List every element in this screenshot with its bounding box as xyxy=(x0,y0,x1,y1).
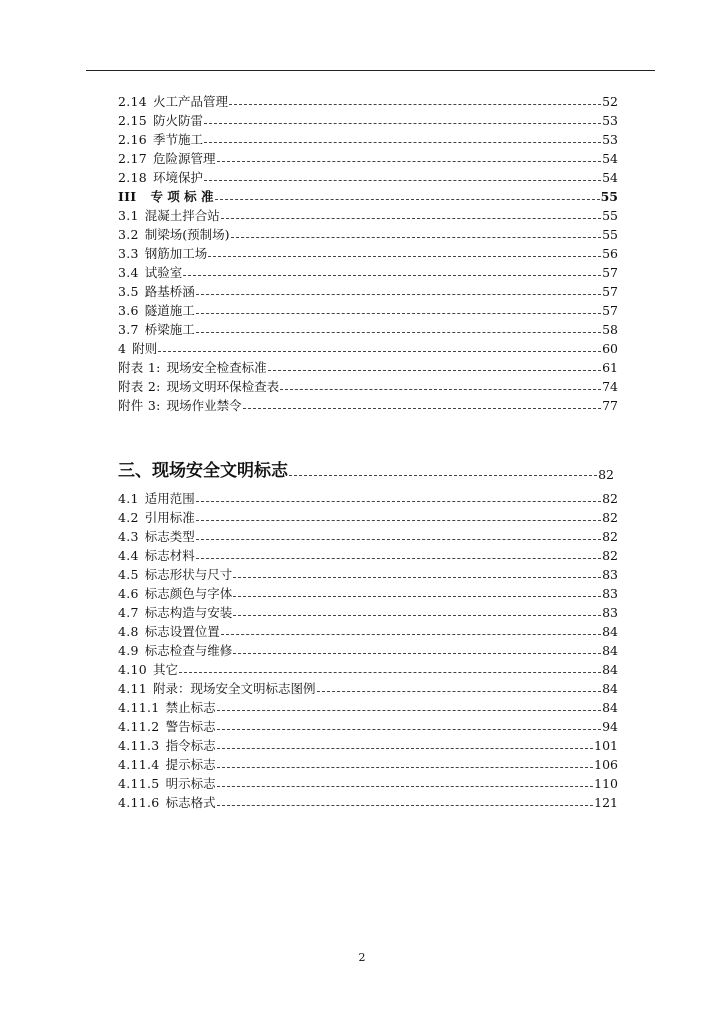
toc-entry[interactable] xyxy=(118,149,618,168)
toc-leader xyxy=(289,475,597,476)
toc-leader xyxy=(183,275,601,276)
toc-entry-title: 附则 xyxy=(132,341,158,356)
toc-entry[interactable] xyxy=(118,282,618,301)
toc-entry-title: 警告标志 xyxy=(165,719,216,734)
toc-entry[interactable] xyxy=(118,527,618,546)
toc-entry-number: 4.11.2 xyxy=(118,719,160,734)
toc-entry-number: 4.11.4 xyxy=(118,757,160,772)
toc-leader xyxy=(204,142,601,143)
toc-entry[interactable] xyxy=(118,508,618,527)
toc-leader xyxy=(196,520,601,521)
toc-entry-page: 57 xyxy=(602,284,618,299)
toc-entry-page: 83 xyxy=(602,586,618,601)
toc-entry[interactable] xyxy=(118,622,618,641)
toc-entry[interactable] xyxy=(118,358,618,377)
toc-leader xyxy=(221,218,601,219)
toc-entry-page: 83 xyxy=(602,605,618,620)
toc-entry-title: 标志材料 xyxy=(144,548,195,563)
toc-entry-number: 4.11.5 xyxy=(118,776,160,791)
toc-entry-number: 附表 1: xyxy=(118,360,161,375)
toc-leader xyxy=(217,161,602,162)
toc-entry[interactable] xyxy=(118,168,618,187)
toc-entry-title: 标志颜色与字体 xyxy=(144,586,233,601)
toc-entry-page: 52 xyxy=(602,94,618,109)
toc-entry-number: III xyxy=(118,189,137,204)
toc-entry-number: 3.4 xyxy=(118,265,139,280)
toc-entry-number: 3.2 xyxy=(118,227,139,242)
toc-entry-page: 60 xyxy=(602,341,618,356)
toc-entry[interactable] xyxy=(118,660,618,679)
toc-entry[interactable] xyxy=(118,546,618,565)
toc-entry-title: 防火防雷 xyxy=(153,113,204,128)
toc-leader xyxy=(204,123,601,124)
toc-leader xyxy=(217,748,594,749)
toc-entry-page: 121 xyxy=(594,795,618,810)
toc-leader xyxy=(268,370,601,371)
toc-leader xyxy=(196,539,601,540)
toc-entry-page: 58 xyxy=(602,322,618,337)
toc-entry-page: 55 xyxy=(600,189,618,204)
toc-entry-page: 57 xyxy=(602,265,618,280)
toc-entry-page: 57 xyxy=(602,303,618,318)
toc-leader xyxy=(196,313,601,314)
toc-entry[interactable] xyxy=(118,793,618,812)
toc-entry-title: 其它 xyxy=(153,662,179,677)
toc-leader xyxy=(233,577,601,578)
toc-entry-title: 指令标志 xyxy=(165,738,216,753)
toc-leader xyxy=(317,691,602,692)
toc-entry-number: 4.3 xyxy=(118,529,139,544)
toc-entry-title: 季节施工 xyxy=(153,132,204,147)
toc-entry-page: 53 xyxy=(602,113,618,128)
toc-entry-number: 4.4 xyxy=(118,548,139,563)
toc-entry-title: 环境保护 xyxy=(153,170,204,185)
toc-leader xyxy=(196,501,601,502)
toc-entry-number: 4.11.6 xyxy=(118,795,160,810)
toc-entry-page: 101 xyxy=(594,738,618,753)
toc-entry[interactable] xyxy=(118,679,618,698)
toc-entry[interactable] xyxy=(118,244,618,263)
toc-entry-number: 4.1 xyxy=(118,491,139,506)
toc-entry-title: 附录：现场安全文明标志图例 xyxy=(153,681,316,696)
toc-leader xyxy=(231,237,602,238)
toc-leader xyxy=(229,104,601,105)
toc-entry[interactable] xyxy=(118,774,618,793)
toc-entry-page: 54 xyxy=(602,151,618,166)
toc-list-part-b xyxy=(118,489,618,812)
toc-entry-page: 84 xyxy=(602,643,618,658)
toc-entry[interactable] xyxy=(118,489,618,508)
toc-entry-number: 3.7 xyxy=(118,322,139,337)
toc-entry[interactable] xyxy=(118,755,618,774)
toc-entry-number: 3.1 xyxy=(118,208,139,223)
toc-entry-title: 标志类型 xyxy=(144,529,195,544)
toc-entry-number: 3.3 xyxy=(118,246,139,261)
toc-entry-title: 适用范围 xyxy=(144,491,195,506)
toc-entry-title: 标志形状与尺寸 xyxy=(144,567,233,582)
toc-entry-title: 试验室 xyxy=(144,265,183,280)
toc-leader xyxy=(208,256,601,257)
section-heading-title: 三、现场安全文明标志 xyxy=(118,461,288,481)
toc-entry-number: 4.5 xyxy=(118,567,139,582)
toc-leader xyxy=(217,805,594,806)
toc-leader xyxy=(233,653,601,654)
toc-entry[interactable] xyxy=(118,187,618,206)
toc-leader xyxy=(217,767,594,768)
toc-entry-page: 83 xyxy=(602,567,618,582)
toc-entry-title: 标志格式 xyxy=(165,795,216,810)
toc-entry-title: 制梁场(预制场) xyxy=(144,227,230,242)
toc-entry[interactable] xyxy=(118,92,618,111)
toc-leader xyxy=(221,634,601,635)
toc-entry-page: 74 xyxy=(602,379,618,394)
toc-leader xyxy=(233,615,601,616)
toc-entry[interactable] xyxy=(118,698,618,717)
section-heading-row[interactable] xyxy=(118,458,614,484)
toc-entry[interactable] xyxy=(118,396,618,415)
toc-entry-title: 隧道施工 xyxy=(144,303,195,318)
toc-entry-number: 4.11.1 xyxy=(118,700,160,715)
toc-entry[interactable] xyxy=(118,584,618,603)
toc-entry-title: 引用标准 xyxy=(144,510,195,525)
toc-entry-page: 84 xyxy=(602,624,618,639)
section-heading-page: 82 xyxy=(598,467,614,482)
toc-entry-number: 4.9 xyxy=(118,643,139,658)
toc-leader xyxy=(179,672,601,673)
toc-entry-number: 4.11.3 xyxy=(118,738,160,753)
toc-entry[interactable] xyxy=(118,111,618,130)
toc-entry-title: 标志检查与维修 xyxy=(144,643,233,658)
header-rule xyxy=(86,70,655,71)
toc-entry-title: 路基桥涵 xyxy=(144,284,195,299)
toc-entry-page: 82 xyxy=(602,548,618,563)
toc-entry-number: 2.16 xyxy=(118,132,148,147)
toc-entry[interactable] xyxy=(118,603,618,622)
toc-entry[interactable] xyxy=(118,736,618,755)
toc-entry[interactable] xyxy=(118,377,618,396)
toc-entry-number: 4.8 xyxy=(118,624,139,639)
toc-leader xyxy=(196,558,601,559)
toc-leader xyxy=(204,180,601,181)
toc-entry-title: 桥梁施工 xyxy=(144,322,195,337)
toc-entry-number: 3.6 xyxy=(118,303,139,318)
toc-entry-title: 现场安全检查标准 xyxy=(166,360,267,375)
toc-entry[interactable] xyxy=(118,641,618,660)
toc-entry-page: 77 xyxy=(602,398,618,413)
toc-leader xyxy=(243,408,601,409)
toc-entry-page: 84 xyxy=(602,681,618,696)
toc-leader xyxy=(215,199,600,200)
toc-leader xyxy=(217,710,602,711)
toc-entry-page: 106 xyxy=(594,757,618,772)
toc-entry-number: 4 xyxy=(118,341,127,356)
toc-entry-number: 4.6 xyxy=(118,586,139,601)
toc-entry-page: 53 xyxy=(602,132,618,147)
toc-entry-number: 3.5 xyxy=(118,284,139,299)
toc-entry[interactable] xyxy=(118,206,618,225)
toc-entry-page: 54 xyxy=(602,170,618,185)
toc-entry-title: 专 项 标 准 xyxy=(150,189,214,204)
toc-entry-title: 钢筋加工场 xyxy=(144,246,208,261)
toc-leader xyxy=(217,786,594,787)
toc-entry-title: 提示标志 xyxy=(165,757,216,772)
toc-entry-page: 56 xyxy=(602,246,618,261)
toc-entry-number: 附件 3: xyxy=(118,398,161,413)
page-number: 2 xyxy=(358,951,366,964)
toc-entry-title: 现场作业禁令 xyxy=(166,398,242,413)
toc-leader xyxy=(233,596,601,597)
toc-entry-page: 82 xyxy=(602,510,618,525)
toc-entry-title: 标志构造与安装 xyxy=(144,605,233,620)
toc-entry-number: 4.2 xyxy=(118,510,139,525)
toc-entry-number: 2.14 xyxy=(118,94,148,109)
toc-entry-page: 82 xyxy=(602,491,618,506)
toc-entry-number: 附表 2: xyxy=(118,379,161,394)
toc-leader xyxy=(196,294,601,295)
toc-entry-title: 禁止标志 xyxy=(165,700,216,715)
toc-entry-page: 84 xyxy=(602,700,618,715)
toc-entry-page: 55 xyxy=(602,208,618,223)
toc-list-part-a xyxy=(118,92,618,415)
toc-entry-number: 2.18 xyxy=(118,170,148,185)
toc-entry-number: 4.7 xyxy=(118,605,139,620)
toc-entry-title: 现场文明环保检查表 xyxy=(166,379,280,394)
toc-entry[interactable] xyxy=(118,263,618,282)
toc-entry[interactable] xyxy=(118,320,618,339)
toc-entry[interactable] xyxy=(118,339,618,358)
toc-entry[interactable] xyxy=(118,225,618,244)
toc-entry[interactable] xyxy=(118,130,618,149)
toc-entry-page: 110 xyxy=(594,776,618,791)
toc-entry-number: 2.15 xyxy=(118,113,148,128)
toc-leader xyxy=(158,351,601,352)
toc-entry-title: 危险源管理 xyxy=(153,151,216,166)
toc-entry-page: 61 xyxy=(602,360,618,375)
toc-entry[interactable] xyxy=(118,301,618,320)
toc-leader xyxy=(196,332,601,333)
toc-entry-page: 94 xyxy=(602,719,618,734)
toc-entry[interactable] xyxy=(118,717,618,736)
toc-entry[interactable] xyxy=(118,565,618,584)
toc-entry-page: 84 xyxy=(602,662,618,677)
toc-leader xyxy=(280,389,601,390)
toc-entry-title: 标志设置位置 xyxy=(144,624,220,639)
toc-entry-page: 82 xyxy=(602,529,618,544)
toc-leader xyxy=(217,729,602,730)
toc-entry-title: 火工产品管理 xyxy=(153,94,229,109)
toc-entry-title: 混凝土拌合站 xyxy=(144,208,220,223)
toc-entry-title: 明示标志 xyxy=(165,776,216,791)
toc-entry-number: 4.11 xyxy=(118,681,148,696)
toc-entry-number: 2.17 xyxy=(118,151,148,166)
toc-entry-page: 55 xyxy=(602,227,618,242)
toc-entry-number: 4.10 xyxy=(118,662,148,677)
